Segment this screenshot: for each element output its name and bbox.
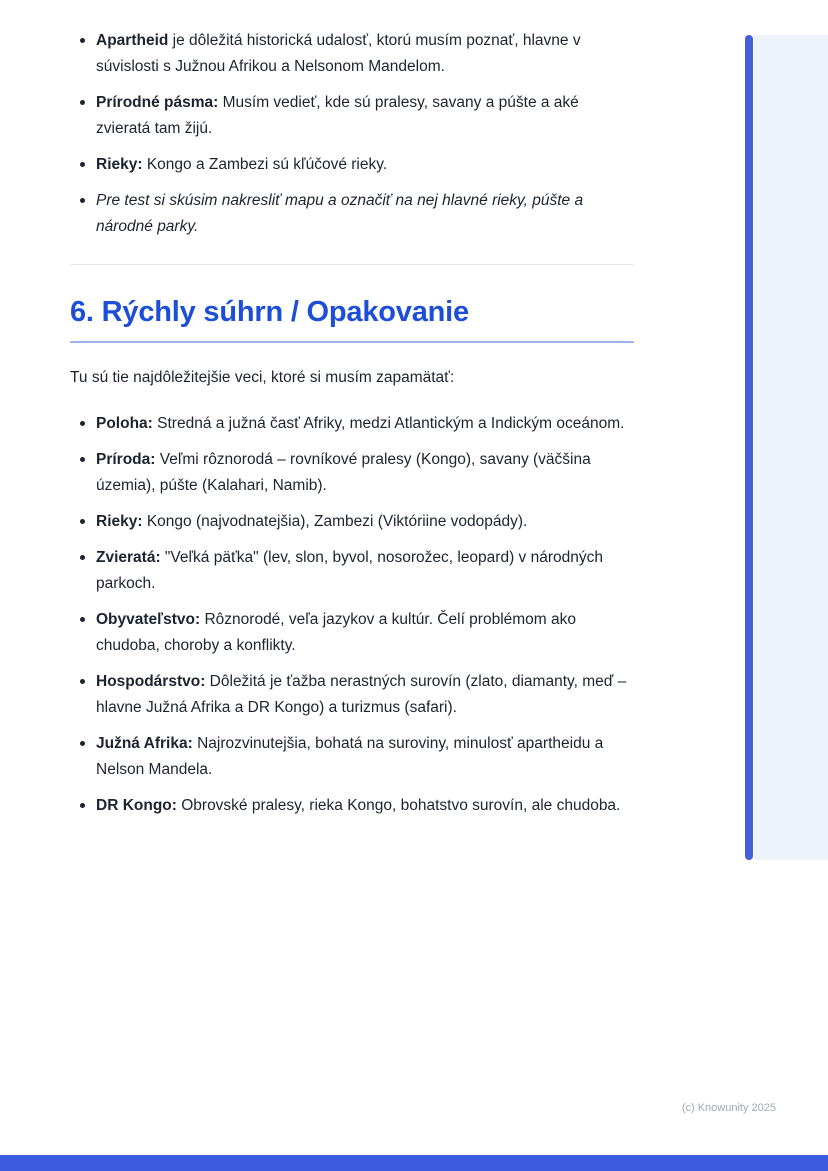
bullet-dot: [80, 162, 85, 167]
item-bold-label: Poloha:: [96, 415, 153, 432]
item-bold-label: DR Kongo:: [96, 797, 177, 814]
bullet-dot: [80, 555, 85, 560]
scrollbar-thumb[interactable]: [745, 35, 753, 860]
next-page-preview-panel: [754, 35, 828, 860]
bullet-dot: [80, 38, 85, 43]
summary-list: [70, 411, 634, 819]
bullet-dot: [80, 519, 85, 524]
item-text: Stredná a južná časť Afriky, medzi Atlantickým a Indickým oceánom.: [152, 415, 625, 432]
footer-copyright: (c) Knowunity 2025: [681, 1102, 776, 1114]
item-text: Rôznorodé, veľa jazykov a kultúr. Čelí problémom ako chudoba, choroby a konflikty.: [96, 611, 577, 654]
section-heading: 6. Rýchly súhrn / Opakovanie: [70, 295, 634, 343]
item-bold-label: Prírodné pásma:: [96, 94, 219, 111]
bullet-dot: [80, 100, 85, 105]
bullet-dot: [80, 198, 85, 203]
item-text: Dôležitá je ťažba nerastných surovín (zlato, diamanty, meď – hlavne Južná Afrika a DR Kongo) a turizmus (safari).: [96, 673, 627, 716]
item-text: Obrovské pralesy, rieka Kongo, bohatstvo surovín, ale chudoba.: [176, 797, 621, 814]
bullet-dot: [80, 421, 85, 426]
item-bold-label: Južná Afrika:: [96, 735, 193, 752]
list-item: [80, 731, 634, 783]
bullet-dot: [80, 803, 85, 808]
list-item: [80, 188, 634, 240]
item-bold-label: Zvieratá:: [96, 549, 161, 566]
item-text: Kongo (najvodnatejšia), Zambezi (Viktóriine vodopády).: [142, 513, 528, 530]
page-content: [70, 28, 634, 829]
list-item: [80, 28, 634, 80]
list-item: [80, 509, 634, 535]
item-bold-label: Rieky:: [96, 156, 143, 173]
list-item: [80, 607, 634, 659]
list-item: [80, 447, 634, 499]
item-bold-label: Apartheid: [96, 32, 169, 49]
bottom-accent-bar: [0, 1155, 828, 1171]
item-text: "Veľká päťka" (lev, slon, byvol, nosorožec, leopard) v národných parkoch.: [96, 549, 603, 592]
list-item: [80, 90, 634, 142]
item-text: Kongo a Zambezi sú kľúčové rieky.: [142, 156, 388, 173]
item-bold-label: Príroda:: [96, 451, 156, 468]
item-text: Pre test si skúsim nakresliť mapu a označiť na nej hlavné rieky, púšte a národné parky.: [96, 192, 584, 235]
section-divider: [70, 264, 634, 265]
list-item: [80, 669, 634, 721]
bullet-dot: [80, 617, 85, 622]
item-text: Najrozvinutejšia, bohatá na suroviny, minulosť apartheidu a Nelson Mandela.: [96, 735, 604, 778]
notes-list: [70, 28, 634, 240]
bullet-dot: [80, 741, 85, 746]
list-item: [80, 411, 634, 437]
item-text: Veľmi rôznorodá – rovníkové pralesy (Kongo), savany (väčšina územia), púšte (Kalahari, Namib).: [96, 451, 591, 494]
item-bold-label: Rieky:: [96, 513, 143, 530]
item-text: je dôležitá historická udalosť, ktorú musím poznať, hlavne v súvislosti s Južnou Afrikou a Nelsonom Mandelom.: [96, 32, 581, 75]
item-bold-label: Hospodárstvo:: [96, 673, 206, 690]
bullet-dot: [80, 457, 85, 462]
list-item: [80, 152, 634, 178]
item-text: Musím vedieť, kde sú pralesy, savany a púšte a aké zvieratá tam žijú.: [96, 94, 579, 137]
bullet-dot: [80, 679, 85, 684]
intro-paragraph: Tu sú tie najdôležitejšie veci, ktoré si musím zapamätať:: [70, 369, 455, 386]
item-bold-label: Obyvateľstvo:: [96, 611, 201, 628]
list-item: [80, 793, 634, 819]
list-item: [80, 545, 634, 597]
